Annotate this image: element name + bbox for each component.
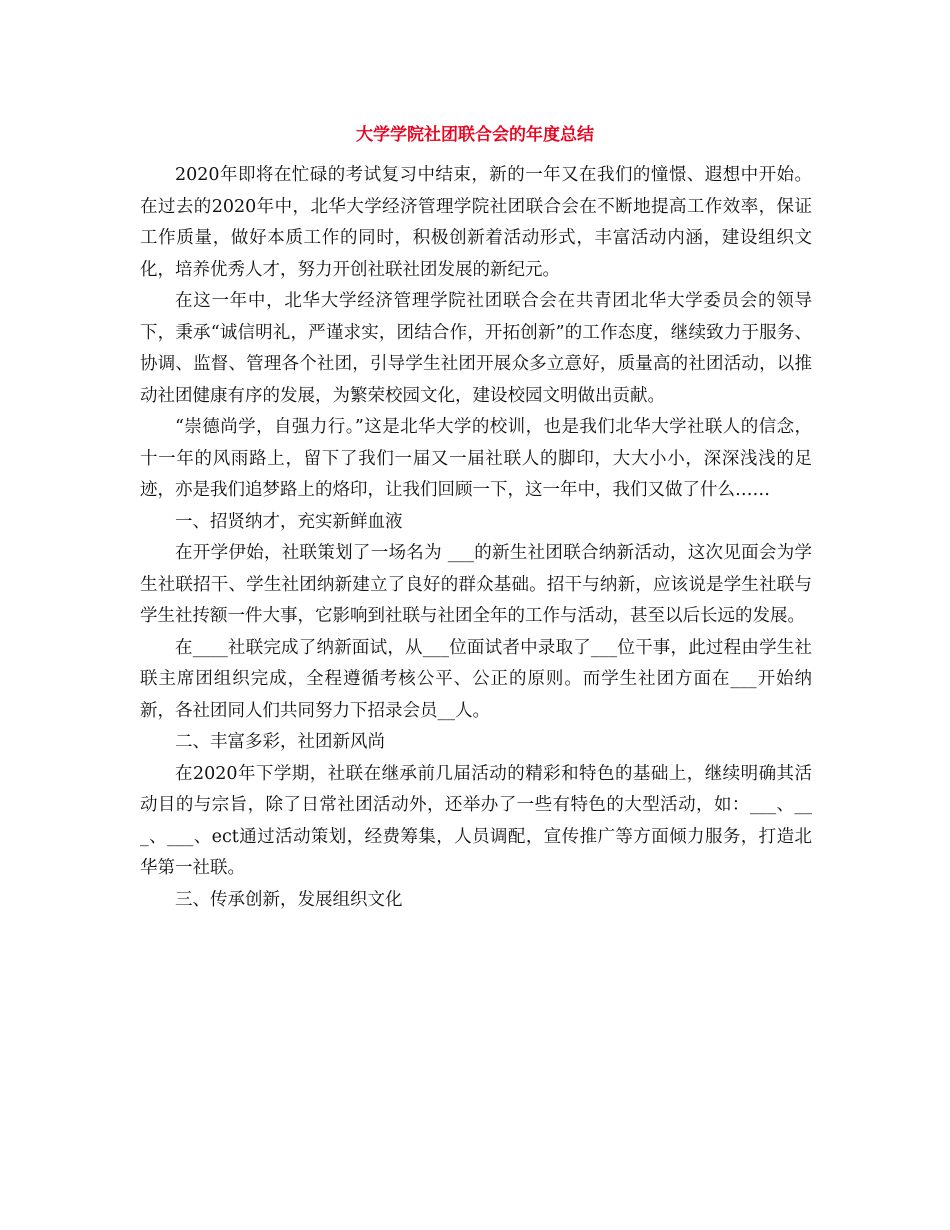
document-title: 大学学院社团联合会的年度总结: [356, 125, 594, 145]
section-heading-activities: 二、丰富多彩，社团新风尚: [175, 732, 385, 752]
paragraph-motto: “崇德尚学，自强力行。”这是北华大学的校训，也是我们北华大学社联人的信念，十一年的风雨路上，留下了我们一届又一届社联人的脚印，大大小小，深深浅浅的足迹，亦是我们追梦路上的烙印，让我们回顾一下，这一年中，我们又做了什么……: [140, 417, 812, 500]
paragraph-recruitment-interview: 在____社联完成了纳新面试，从___位面试者中录取了___位干事，此过程由学生社联主席团组织完成，全程遵循考核公平、公正的原则。而学生社团方面在___开始纳新，各社团同人们共同努力下招录会员__人。: [140, 637, 812, 721]
paragraph-leadership: 在这一年中，北华大学经济管理学院社团联合会在共青团北华大学委员会的领导下，秉承“诚信明礼，严谨求实，团结合作，开拓创新”的工作态度，继续致力于服务、协调、监督、管理各个社团，引导学生社团开展众多立意好，质量高的社团活动，以推动社团健康有序的发展，为繁荣校园文化，建设校园文明做出贡献。: [140, 291, 812, 406]
paragraph-recruitment-event: 在开学伊始，社联策划了一场名为 ___的新生社团联合纳新活动，这次见面会为学生社联招干、学生社团纳新建立了良好的群众基础。招干与纳新，应该说是学生社联与学生社抟额一件大事，它影响到社联与社团全年的工作与活动，甚至以后长远的发展。: [140, 543, 812, 626]
section-heading-recruitment: 一、招贤纳才，充实新鲜血液: [175, 511, 403, 532]
document-body: [140, 160, 812, 916]
paragraph-activities: 在2020年下学期，社联在继承前几届活动的精彩和特色的基础上，继续明确其活动目的与宗旨，除了日常社团活动外，还举办了一些有特色的大型活动，如：___、___、___、ect通过活动策划，经费筹集，人员调配，宣传推广等方面倾力服务，打造北华第一社联。: [140, 763, 812, 878]
section-heading-culture: 三、传承创新，发展组织文化: [175, 889, 403, 910]
paragraph-intro: 2020年即将在忙碌的考试复习中结束，新的一年又在我们的憧憬、遐想中开始。在过去的2020年中，北华大学经济管理学院社团联合会在不断地提高工作效率，保证工作质量，做好本质工作的同时，积极创新着活动形式，丰富活动内涵，建设组织文化，培养优秀人才，努力开创社联社团发展的新纪元。: [140, 165, 812, 280]
